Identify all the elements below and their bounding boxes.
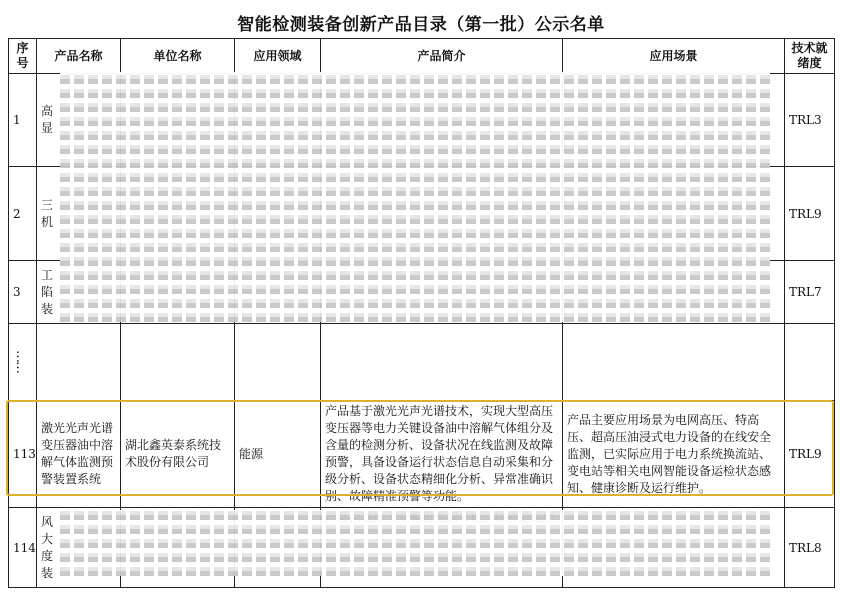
product-intro: 产品基于激光光声光谱技术，实现大型高压变压器等电力关键设备油中溶解气体组分及含量的检测分析、设备状况在线监测及故障预警，具备设备运行状态信息自动采集和分级分析、设备状态精细化分析、异常准确识别、故障精准预警等功能。 bbox=[321, 401, 563, 508]
trl-value: TRL8 bbox=[785, 508, 835, 588]
row-index: 3 bbox=[9, 261, 37, 324]
trl-value: TRL3 bbox=[785, 74, 835, 167]
header-scene: 应用场景 bbox=[563, 39, 785, 74]
product-name: 风 大 度 装 bbox=[37, 508, 121, 588]
row-index: 2 bbox=[9, 167, 37, 261]
trl-value: TRL9 bbox=[785, 167, 835, 261]
table-row-ellipsis bbox=[9, 324, 835, 401]
header-unit: 单位名称 bbox=[121, 39, 235, 74]
header-intro: 产品简介 bbox=[321, 39, 563, 74]
header-index: 序号 bbox=[9, 39, 37, 74]
trl-value: TRL7 bbox=[785, 261, 835, 324]
header-field: 应用领域 bbox=[235, 39, 321, 74]
product-name: 三 机 bbox=[37, 167, 121, 261]
table-row-highlighted bbox=[9, 401, 835, 508]
row-index: 1 bbox=[9, 74, 37, 167]
product-name: 激光光声光谱变压器油中溶解气体监测预警装置系统 bbox=[37, 401, 121, 508]
redaction-block-bottom bbox=[60, 510, 770, 576]
trl-value: TRL9 bbox=[785, 401, 835, 508]
header-trl: 技术就绪度 bbox=[785, 39, 835, 74]
application-field: 能源 bbox=[235, 401, 321, 508]
ellipsis-marker: …… bbox=[13, 349, 28, 372]
row-index: 113 bbox=[9, 401, 37, 508]
unit-name: 湖北鑫英泰系统技术股份有限公司 bbox=[121, 401, 235, 508]
header-name: 产品名称 bbox=[37, 39, 121, 74]
application-scene: 产品主要应用场景为电网高压、特高压、超高压油浸式电力设备的在线安全监测，已实际应用于电力系统换流站、变电站等相关电网智能设备运检状态感知、健康诊断及运行维护。 bbox=[563, 401, 785, 508]
product-name: 工 陷 装 bbox=[37, 261, 121, 324]
redaction-block-top bbox=[60, 72, 770, 322]
header-row bbox=[9, 39, 835, 74]
page-title: 智能检测装备创新产品目录（第一批）公示名单 bbox=[237, 15, 605, 35]
row-index: 114 bbox=[9, 508, 37, 588]
product-name: 高 显 bbox=[37, 74, 121, 167]
